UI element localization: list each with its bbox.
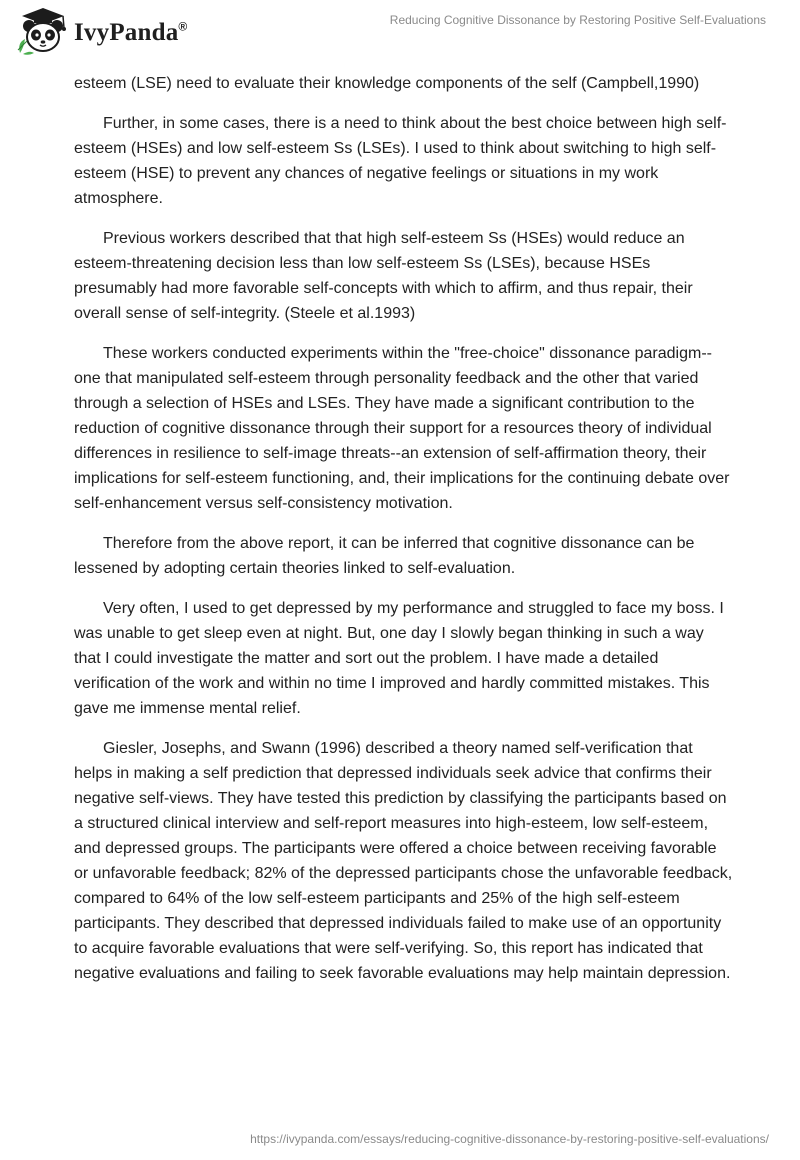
essay-body: [74, 71, 734, 1001]
paragraph-2: Further, in some cases, there is a need to think about the best choice between high self-esteem (HSEs) and low self-esteem Ss (LSEs). I used to think about switching to high self-esteem (HSE) to prevent any chances of negative feelings or situations in my work atmosphere.: [74, 115, 727, 207]
paragraph-4: These workers conducted experiments within the "free-choice" dissonance paradigm--one that manipulated self-esteem through personality feedback and the other that varied through a selection of HSEs and LSEs. They have made a significant contribution to the reduction of cognitive dissonance through their support for a resources theory of individual differences in resilience to self-image threats--an extension of self-affirmation theory, their implications for self-esteem functioning, and, their implications for the continuing debate over self-enhancement versus self-consistency motivation.: [74, 345, 730, 512]
panda-graduate-logo-icon: [14, 6, 72, 56]
page-header: [0, 0, 800, 66]
paragraph-3: Previous workers described that that high self-esteem Ss (HSEs) would reduce an esteem-threatening decision less than low self-esteem Ss (LSEs), because HSEs presumably had more favorable self-concepts with which to affirm, and thus repair, their overall sense of self-integrity. (Steele et al.1993): [74, 230, 693, 322]
brand-name: [74, 19, 187, 47]
paragraph-7: Giesler, Josephs, and Swann (1996) described a theory named self-verification that helps in making a self prediction that depressed individuals seek advice that confirms their negative self-views. They have tested this prediction by classifying the participants based on a structured clinical interview and self-report measures into high-esteem, low self-esteem, and depressed groups. The participants were offered a choice between receiving favorable or unfavorable feedback; 82% of the depressed participants chose the unfavorable feedback, compared to 64% of the low self-esteem participants and 25% of the high self-esteem participants. They described that depressed individuals failed to make use of an opportunity to acquire favorable evaluations that were self-verifying. So, this report has indicated that negative evaluations and failing to seek favorable evaluations may help maintain depression.: [74, 740, 733, 982]
registered-mark: ®: [178, 19, 188, 34]
paragraph-1: esteem (LSE) need to evaluate their knowledge components of the self (Campbell,1990): [74, 75, 700, 92]
paragraph-6: Very often, I used to get depressed by my performance and struggled to face my boss. I was unable to get sleep even at night. But, one day I slowly began thinking in such a way that I could investigate the matter and sort out the problem. I have made a detailed verification of the work and within no time I improved and hardly committed mistakes. This gave me immense mental relief.: [74, 600, 724, 717]
paragraph-5: Therefore from the above report, it can be inferred that cognitive dissonance can be lessened by adopting certain theories linked to self-evaluation.: [74, 535, 695, 577]
document-title: Reducing Cognitive Dissonance by Restoring Positive Self-Evaluations: [389, 13, 766, 27]
ivypanda-logo[interactable]: [14, 6, 187, 56]
source-url-link[interactable]: https://ivypanda.com/essays/reducing-cognitive-dissonance-by-restoring-positive-self-evaluations/: [250, 1132, 769, 1146]
brand-name-text: IvyPanda: [74, 19, 179, 46]
